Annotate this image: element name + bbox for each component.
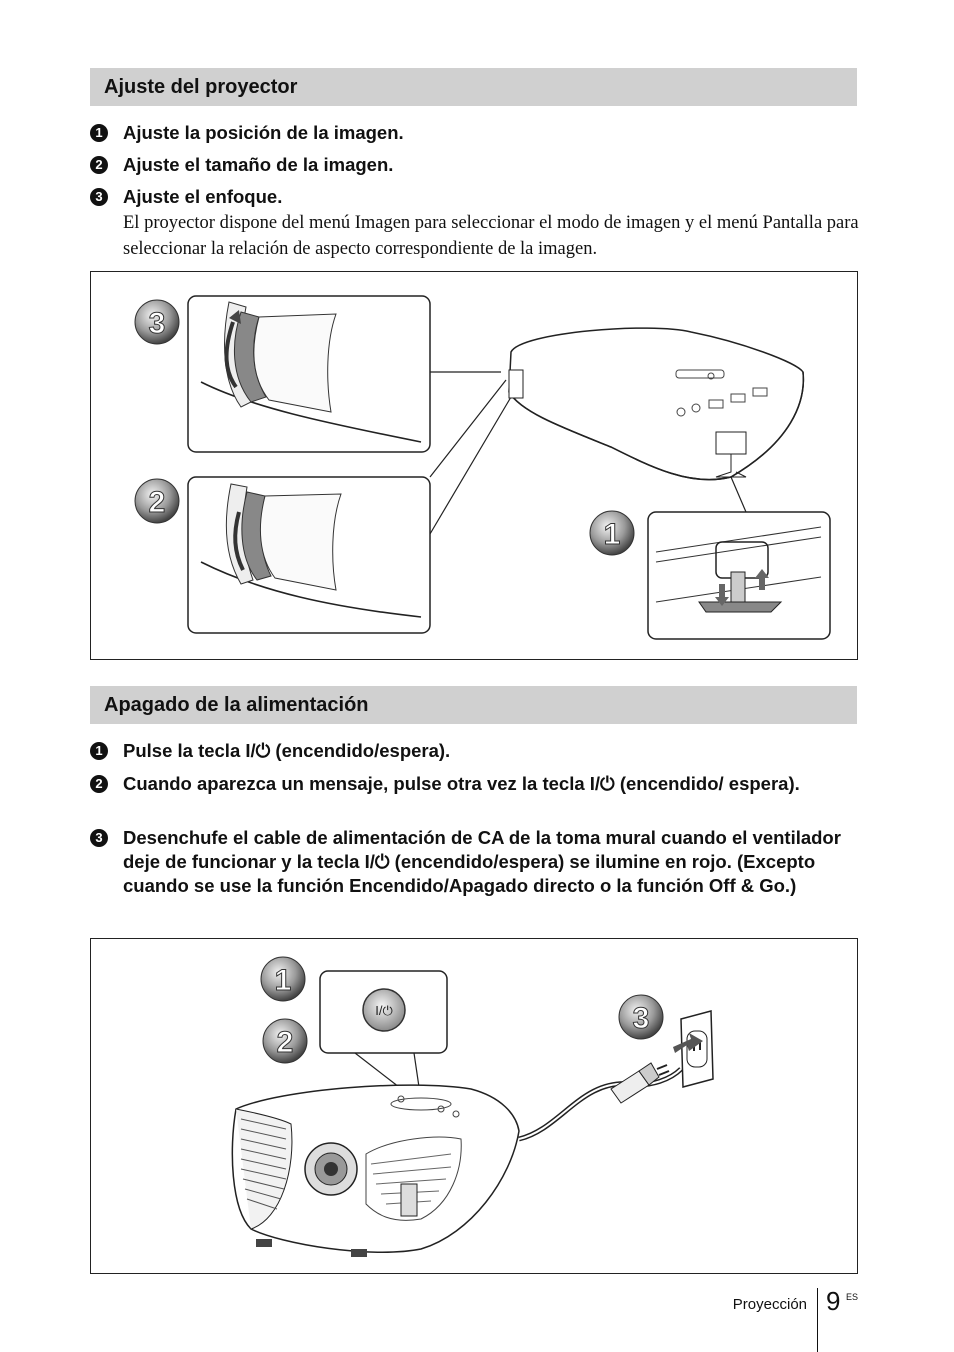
- step-text: Cuando aparezca un mensaje, pulse otra vez la tecla I/⏻ (encendido/ espera).: [123, 773, 800, 794]
- step-text: Pulse la tecla I/⏻ (encendido/espera).: [123, 740, 451, 761]
- callout-badge-3: [135, 300, 179, 344]
- power-key-inset: [320, 971, 447, 1053]
- section-header-ajuste: [90, 68, 857, 106]
- power-off-figure: [90, 938, 858, 1274]
- callout-line: [355, 1053, 399, 1087]
- svg-text:3: 3: [148, 307, 166, 340]
- adjuster-foot-inset: [648, 512, 830, 639]
- projector-front-view: [232, 1085, 519, 1257]
- svg-text:1: 1: [274, 964, 292, 997]
- callout-badge-1: [261, 957, 305, 1001]
- step-text: Ajuste la posición de la imagen.: [123, 122, 404, 143]
- svg-text:1: 1: [603, 518, 621, 551]
- callout-badge-2: [135, 479, 179, 523]
- projector-adjustment-illustration: [91, 272, 857, 659]
- projector-rear-view: [509, 328, 803, 480]
- svg-text:3: 3: [632, 1002, 650, 1035]
- svg-text:2: 2: [148, 486, 166, 519]
- page-number: 9: [826, 1286, 841, 1316]
- step-number: 1: [90, 742, 108, 760]
- step-text: Ajuste el enfoque.: [123, 186, 283, 207]
- step-number: 2: [90, 156, 108, 174]
- projector-note: El proyector dispone del menú Imagen para seleccionar el modo de imagen y el menú Pantalla para seleccionar la relación de aspecto correspondiente de la imagen.: [123, 213, 859, 259]
- step-number: 3: [90, 829, 108, 847]
- callout-badge-3: [619, 995, 663, 1039]
- section-title: Apagado de la alimentación: [104, 694, 369, 716]
- callout-badge-1: [590, 511, 634, 555]
- zoom-ring-inset: [188, 477, 430, 633]
- step-text: Desenchufe el cable de alimentación de CA de la toma mural cuando el ventilador deje de funcionar y la tecla I/⏻ (encendido/espera) se ilumine en rojo. (Excepto cuando se use la función Encendido/Apagado directo o la función Off & Go.): [123, 827, 841, 896]
- callout-line: [414, 1053, 419, 1087]
- wall-outlet: [681, 1011, 713, 1087]
- step-number: 3: [90, 188, 108, 206]
- step-number: 2: [90, 775, 108, 793]
- callout-line: [430, 380, 506, 477]
- step-text: Ajuste el tamaño de la imagen.: [123, 154, 394, 175]
- svg-text:I/⏻: I/⏻: [375, 1003, 393, 1018]
- callout-line: [731, 477, 746, 512]
- step-number: 1: [90, 124, 108, 142]
- footer-section-label: Proyección: [732, 1296, 807, 1313]
- svg-text:2: 2: [276, 1026, 294, 1059]
- focus-ring-inset: [188, 296, 430, 452]
- adjustment-figure: [90, 271, 858, 660]
- footer-divider: [817, 1288, 818, 1352]
- section-title: Ajuste del proyector: [104, 76, 298, 98]
- power-off-illustration: [91, 939, 857, 1273]
- section-header-apagado: [90, 686, 857, 724]
- language-code: ES: [846, 1292, 859, 1302]
- callout-line: [430, 397, 511, 534]
- callout-badge-2: [263, 1019, 307, 1063]
